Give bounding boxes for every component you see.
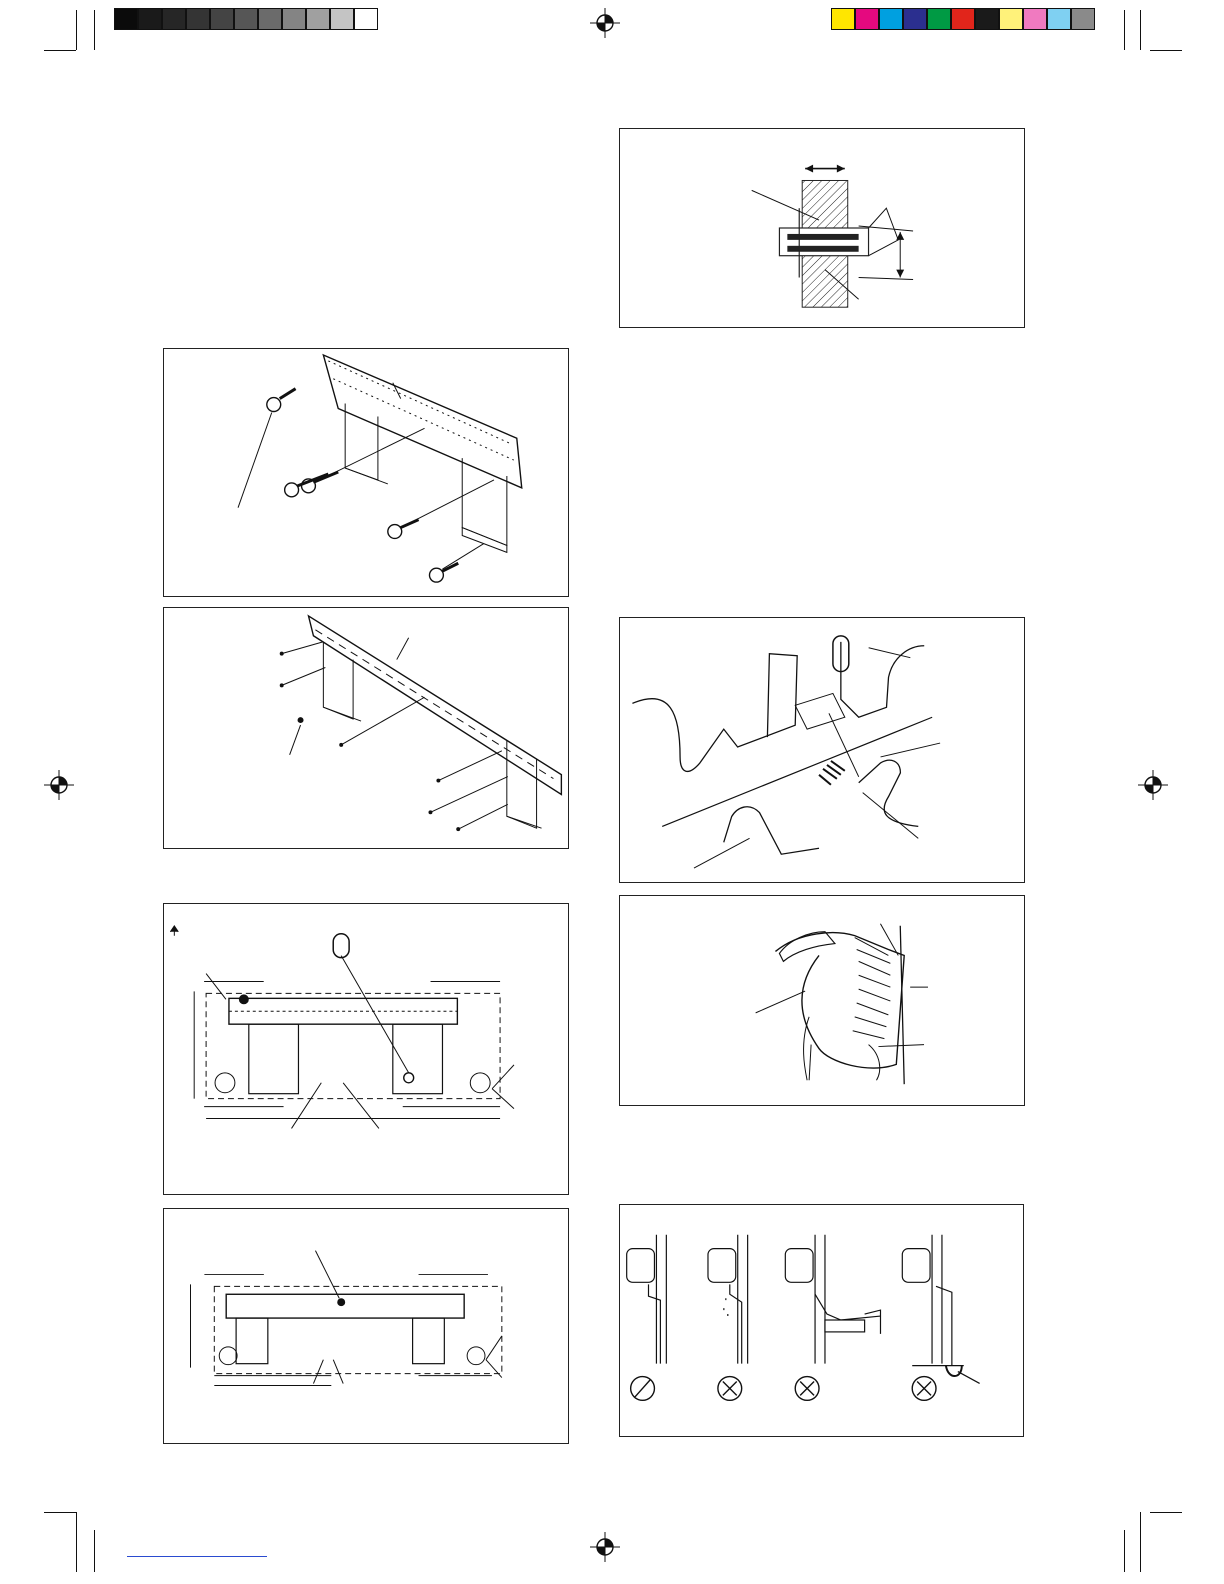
figure-unit-hanging [619,895,1025,1106]
calibration-swatch [999,8,1023,30]
figure-drain-routing [619,1204,1024,1437]
calibration-swatch [330,8,354,30]
calibration-swatch [1047,8,1071,30]
calibration-swatch [162,8,186,30]
mounting-plate-perspective-wide-icon [164,608,568,848]
figure-mounting-plate-dimensions-2 [163,1208,569,1444]
calibration-swatch [975,8,999,30]
calibration-swatch [306,8,330,30]
mounting-plate-perspective-icon [164,349,568,596]
calibration-swatch [114,8,138,30]
calibration-swatch [354,8,378,30]
wall-pipe-section-diagram-icon [620,129,1024,327]
mounting-plate-dimension-drawing-icon [164,904,568,1194]
calibration-swatch [951,8,975,30]
registration-target-icon [590,8,620,38]
mounting-plate-dimension-drawing-small-icon [164,1209,568,1443]
indoor-unit-hanging-side-view-icon [620,896,1024,1105]
calibration-swatch [903,8,927,30]
registration-target-icon [1138,770,1168,800]
calibration-swatch [855,8,879,30]
figure-mounting-plate-wide [163,607,569,849]
calibration-swatch [186,8,210,30]
figure-mounting-plate-dimensions [163,903,569,1195]
calibration-swatch [210,8,234,30]
calibration-swatch [138,8,162,30]
figure-unit-hooks-detail [619,617,1025,883]
registration-target-icon [44,770,74,800]
calibration-swatch [927,8,951,30]
calibration-swatch [1071,8,1095,30]
drain-hose-routing-examples-icon [620,1205,1023,1436]
calibration-swatch [879,8,903,30]
figure-wall-sleeve-section [619,128,1025,328]
calibration-swatch [831,8,855,30]
calibration-swatch [1023,8,1047,30]
figure-mounting-plate-screws [163,348,569,597]
calibration-swatch [258,8,282,30]
calibration-swatch [282,8,306,30]
hook-engagement-detail-icon [620,618,1024,882]
registration-target-icon [590,1532,620,1562]
calibration-swatch [234,8,258,30]
